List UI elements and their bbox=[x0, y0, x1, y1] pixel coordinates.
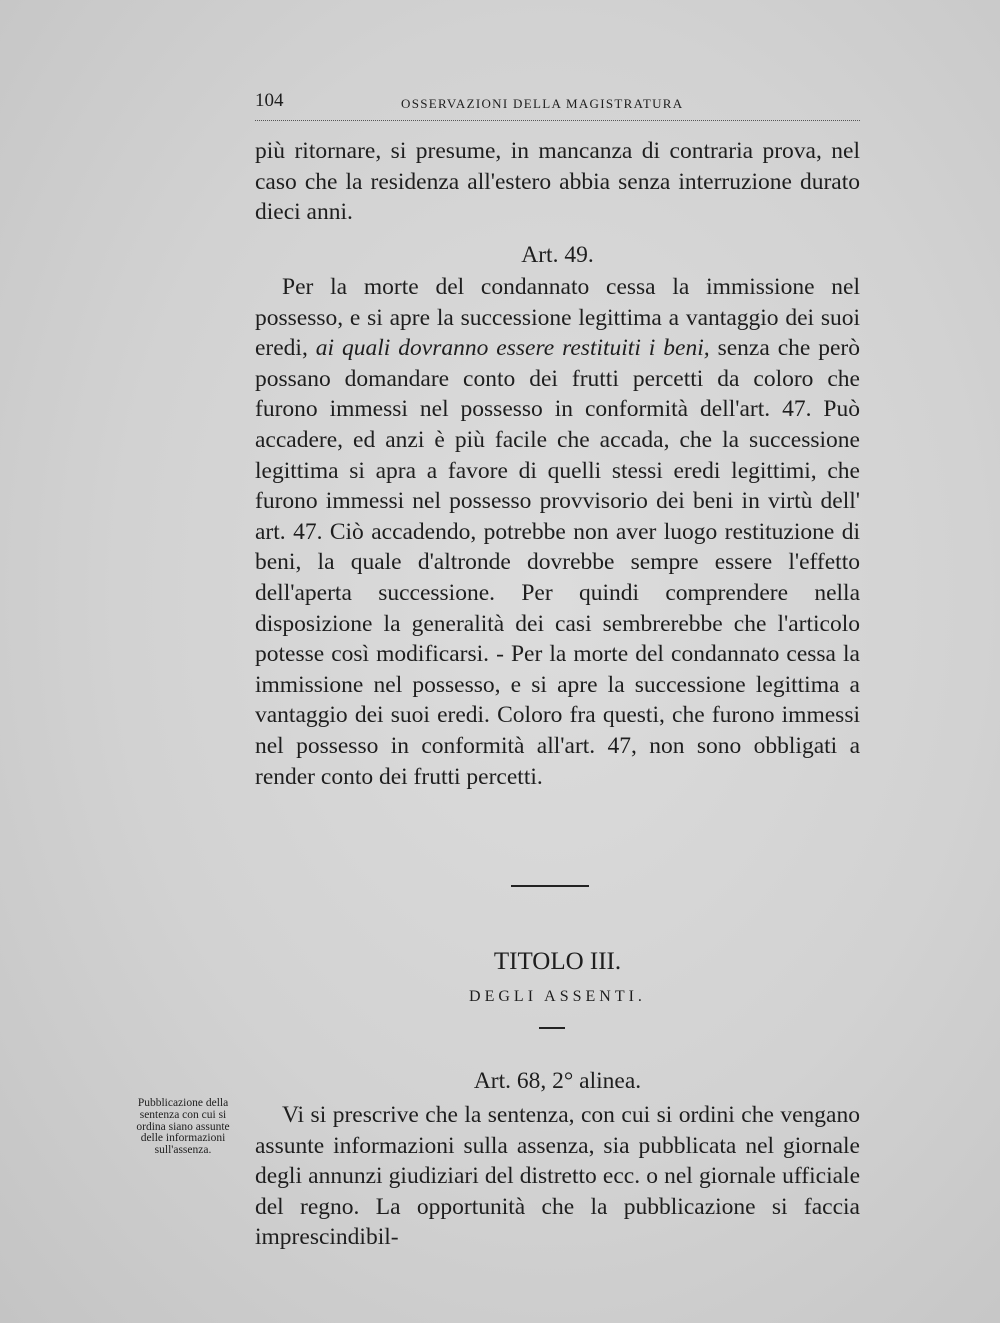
article-49-text-end: senza che però possano domandare conto dei frutti percetti da coloro che furono immessi nel possesso in conformità dell'art. 47. Può accadere, ed anzi è più facile che accada, che la successione legittima si apra a favore di quelli stessi eredi legittimi, che furono immessi nel possesso provvisorio dei beni in virtù dell' art. 47. Ciò accadendo, potrebbe non aver luogo restituzione di beni, la quale d'altronde dovrebbe sempre essere l'effetto dell'aperta successione. Per quindi comprendere nella disposizione la generalità dei casi sembrerebbe che l'articolo potesse così modificarsi. - Per la morte del condannato cessa la immissione nel possesso, e si apre la successione legittima a vantaggio dei suoi eredi. Coloro fra questi, che furono immessi nel possesso in conformità all'art. 47, non sono obbligati a render conto dei frutti percetti. bbox=[255, 335, 861, 790]
paragraph-article-49 bbox=[255, 272, 860, 792]
margin-note: Pubblicazione della sentenza con cui si ordina siano assunte delle informazioni sull'assenza. bbox=[136, 1097, 230, 1157]
title-heading: TITOLO III. bbox=[493, 948, 622, 975]
heading-divider bbox=[539, 1027, 565, 1029]
running-head: OSSERVAZIONI DELLA MAGISTRATURA bbox=[401, 96, 684, 111]
page-number: 104 bbox=[255, 90, 284, 111]
article-49-heading: Art. 49. bbox=[521, 242, 594, 268]
page-header bbox=[255, 90, 860, 121]
article-68-heading: Art. 68, 2° alinea. bbox=[473, 1068, 642, 1094]
article-49-text-start: Per la morte del condannato cessa la immissione nel possesso, e si apre la successione legittima a vantaggio dei suoi eredi, bbox=[255, 274, 860, 362]
paragraph-article-68: Vi si prescrive che la sentenza, con cui si ordini che vengano assunte informazioni sulla assenza, sia pubblicata nel giornale degli annunzi giudiziari del distretto ecc. o nel giornale ufficiale del regno. La opportunità che la pubblicazione si faccia imprescindibil- bbox=[255, 1102, 860, 1251]
section-divider bbox=[511, 885, 589, 887]
article-49-italic-text: ai quali dovranno essere restituiti i beni, bbox=[315, 335, 710, 362]
section-heading: DEGLI ASSENTI. bbox=[469, 988, 646, 1005]
paragraph-continuation: più ritornare, si presume, in mancanza di contraria prova, nel caso che la residenza all'estero abbia senza interruzione durato dieci anni. bbox=[255, 138, 860, 226]
